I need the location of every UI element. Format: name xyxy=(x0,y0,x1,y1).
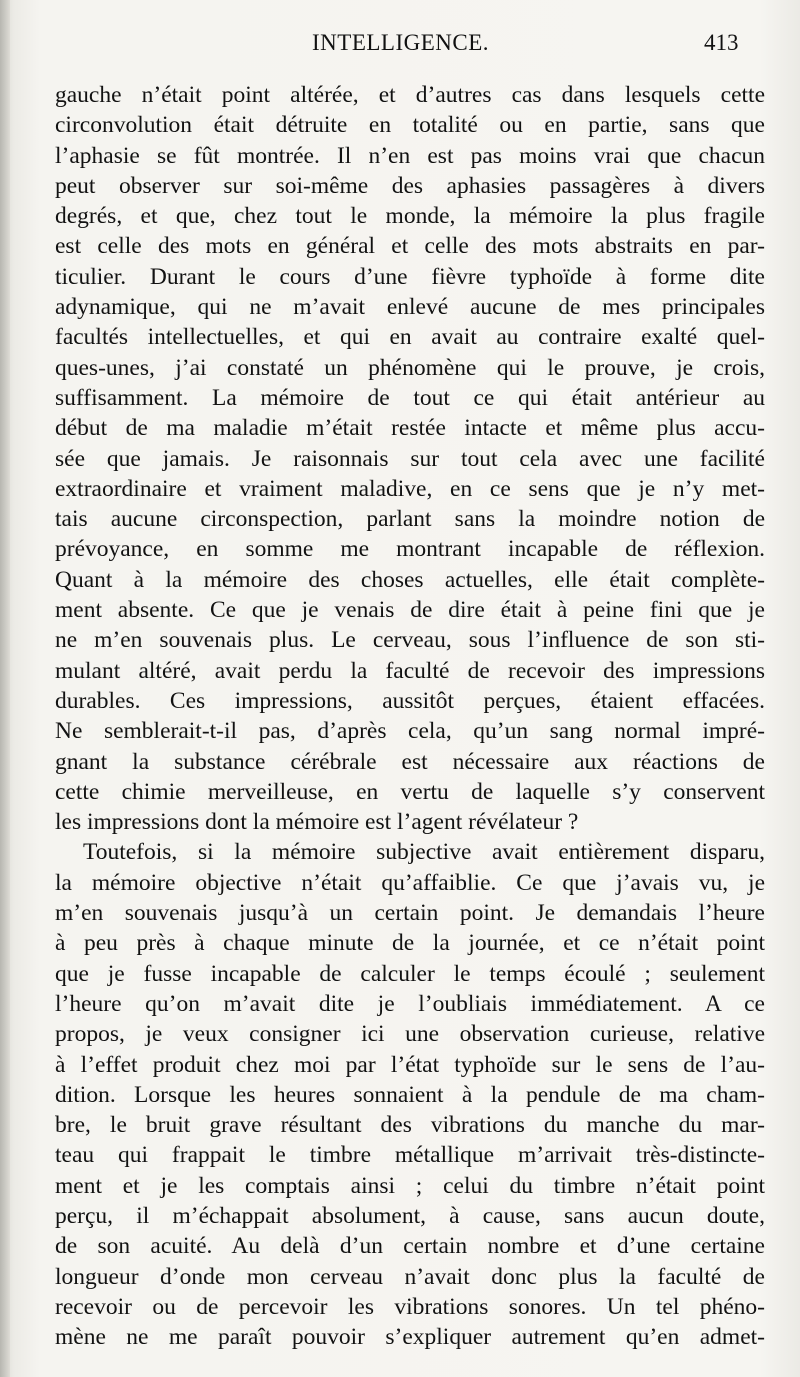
text-line: circonvolution était détruite en totalité ou en partie, sans que xyxy=(55,112,765,139)
text-line: peut observer sur soi-même des aphasies passagères à divers xyxy=(55,172,765,199)
text-line: sée que jamais. Je raisonnais sur tout cela avec une facilité xyxy=(55,445,765,472)
text-line: ne m’en souvenais plus. Le cerveau, sous l’influence de son sti- xyxy=(55,627,765,654)
text-line: ques-unes, j’ai constaté un phénomène qui le prouve, je crois, xyxy=(55,354,765,381)
text-line: cette chimie merveilleuse, en vertu de laquelle s’y conservent xyxy=(55,778,765,805)
text-line: bre, le bruit grave résultant des vibrations du manche du mar- xyxy=(55,1112,765,1139)
text-line: tais aucune circonspection, parlant sans la moindre notion de xyxy=(55,506,765,533)
text-line: teau qui frappait le timbre métallique m’arrivait très-distincte- xyxy=(55,1142,765,1169)
text-line: que je fusse incapable de calculer le temps écoulé ; seulement xyxy=(55,960,765,987)
text-line: de son acuité. Au delà d’un certain nombre et d’une certaine xyxy=(55,1233,765,1260)
text-line: l’heure qu’on m’avait dite je l’oubliais immédiatement. A ce xyxy=(55,990,765,1017)
text-line: à peu près à chaque minute de la journée, et ce n’était point xyxy=(55,930,765,957)
text-line: début de ma maladie m’était restée intacte et même plus accu- xyxy=(55,415,765,442)
text-line: perçu, il m’échappait absolument, à cause, sans aucun doute, xyxy=(55,1202,765,1229)
text-line: facultés intellectuelles, et qui en avait au contraire exalté quel- xyxy=(55,324,765,351)
text-line: longueur d’onde mon cerveau n’avait donc plus la faculté de xyxy=(55,1263,765,1290)
text-line: ment absente. Ce que je venais de dire était à peine fini que je xyxy=(55,597,765,624)
text-line: m’en souvenais jusqu’à un certain point. Je demandais l’heure xyxy=(55,900,765,927)
text-line: gnant la substance cérébrale est nécessaire aux réactions de xyxy=(55,748,765,775)
text-line: durables. Ces impressions, aussitôt perçues, étaient effacées. xyxy=(55,687,765,714)
page-gutter xyxy=(0,0,10,1377)
text-line: gauche n’était point altérée, et d’autres cas dans lesquels cette xyxy=(55,82,765,108)
paragraph-end-line: les impressions dont la mémoire est l’agent révélateur ? xyxy=(55,809,579,836)
text-line: ticulier. Durant le cours d’une fièvre typhoïde à forme dite xyxy=(55,263,765,290)
text-line: la mémoire objective n’était qu’affaiblie. Ce que j’avais vu, je xyxy=(55,869,765,896)
text-line: est celle des mots en général et celle des mots abstraits en par- xyxy=(55,233,765,260)
text-line: propos, je veux consigner ici une observation curieuse, relative xyxy=(55,1021,765,1048)
text-line: dition. Lorsque les heures sonnaient à la pendule de ma cham- xyxy=(55,1081,765,1108)
text-line: mulant altéré, avait perdu la faculté de recevoir des impressions xyxy=(55,657,765,684)
body-text xyxy=(55,80,765,1352)
text-line: ment et je les comptais ainsi ; celui du timbre n’était point xyxy=(55,1172,765,1199)
text-line: extraordinaire et vraiment maladive, en ce sens que je n’y met- xyxy=(55,475,765,502)
paragraph-start-line: Toutefois, si la mémoire subjective avait entièrement disparu, xyxy=(83,839,765,866)
page-number: 413 xyxy=(704,30,739,55)
text-line: recevoir ou de percevoir les vibrations sonores. Un tel phéno- xyxy=(55,1293,765,1320)
text-line: adynamique, qui ne m’avait enlevé aucune de mes principales xyxy=(55,294,765,321)
text-line: à l’effet produit chez moi par l’état typhoïde sur le sens de l’au- xyxy=(55,1051,765,1078)
text-line: prévoyance, en somme me montrant incapable de réflexion. xyxy=(55,536,765,563)
text-line: mène ne me paraît pouvoir s’expliquer autrement qu’en admet- xyxy=(55,1324,765,1351)
text-line: suffisamment. La mémoire de tout ce qui était antérieur au xyxy=(55,384,765,411)
text-line: degrés, et que, chez tout le monde, la mémoire la plus fragile xyxy=(55,203,765,230)
running-head: INTELLIGENCE. xyxy=(312,30,490,55)
text-line: Ne semblerait-t-il pas, d’après cela, qu’un sang normal impré- xyxy=(55,718,765,745)
page-header xyxy=(0,30,800,62)
text-line: Quant à la mémoire des choses actuelles, elle était complète- xyxy=(55,566,765,593)
text-line: l’aphasie se fût montrée. Il n’en est pas moins vrai que chacun xyxy=(55,142,765,169)
